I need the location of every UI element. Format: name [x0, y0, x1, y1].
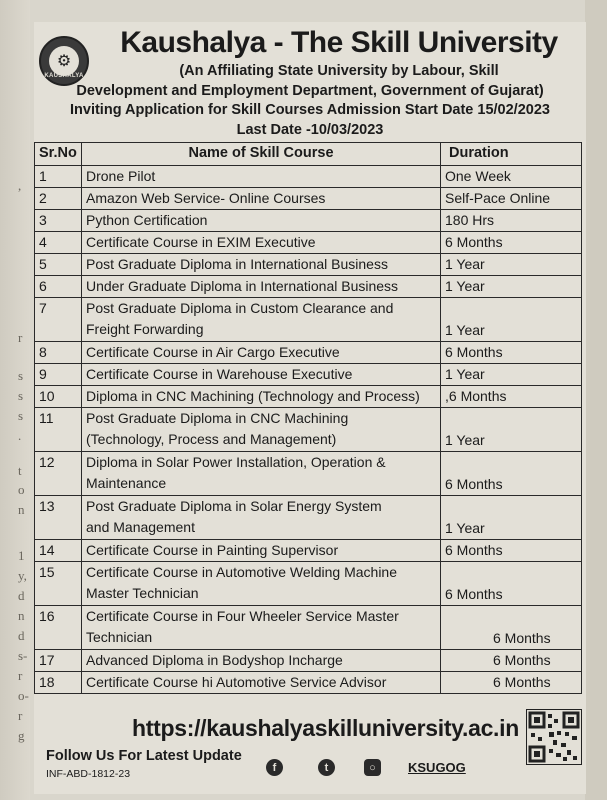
qr-code-icon — [526, 709, 582, 765]
margin-char: n — [18, 608, 25, 623]
course-name: Amazon Web Service- Online Courses — [82, 188, 441, 210]
row-number: 9 — [35, 364, 82, 386]
course-duration: 6 Months — [441, 342, 582, 364]
margin-char: t — [18, 463, 22, 478]
course-name-line-1: Certificate Course in Automotive Welding Machine — [86, 564, 398, 580]
margin-char: 1 — [18, 548, 25, 563]
table-row — [35, 452, 582, 496]
logo-label: KAUSHALYA — [44, 73, 84, 79]
course-name: Certificate Course in Painting Supervisor — [82, 540, 441, 562]
course-duration: 1 Year — [441, 496, 582, 540]
emblem-icon: ⚙ — [49, 46, 79, 76]
table-row — [35, 650, 582, 672]
course-name: Diploma in CNC Machining (Technology and Process) — [82, 386, 441, 408]
admission-notice: Inviting Application for Skill Courses Admission Start Date 15/02/2023 — [70, 102, 550, 118]
row-number: 3 — [35, 210, 82, 232]
row-number: 11 — [35, 408, 82, 452]
course-name — [82, 298, 441, 342]
course-name-line-1: Post Graduate Diploma in Solar Energy System — [86, 498, 382, 514]
course-name: Certificate Course hi Automotive Service Advisor — [82, 672, 441, 694]
row-number: 12 — [35, 452, 82, 496]
course-name: Certificate Course in Air Cargo Executive — [82, 342, 441, 364]
row-number: 2 — [35, 188, 82, 210]
margin-char: s — [18, 388, 24, 403]
row-number: 4 — [35, 232, 82, 254]
course-name: Certificate Course in Warehouse Executive — [82, 364, 441, 386]
course-duration: 180 Hrs — [441, 210, 582, 232]
course-name: Drone Pilot — [82, 166, 441, 188]
margin-char: n — [18, 502, 25, 517]
ad-code: INF-ABD-1812-23 — [46, 768, 131, 780]
margin-char: , — [18, 178, 22, 193]
table-row — [35, 232, 582, 254]
course-duration: 1 Year — [441, 254, 582, 276]
course-duration: 6 Months — [441, 232, 582, 254]
table-row — [35, 386, 582, 408]
margin-char: d — [18, 628, 25, 643]
affiliation-line-1: (An Affiliating State University by Labour, Skill — [179, 63, 499, 79]
row-number: 1 — [35, 166, 82, 188]
table-row — [35, 562, 582, 606]
course-duration: ,6 Months — [441, 386, 582, 408]
twitter-icon: t — [318, 759, 335, 776]
last-date: Last Date -10/03/2023 — [236, 122, 384, 138]
margin-char: s — [18, 368, 24, 383]
adjacent-column-edge — [0, 0, 30, 800]
header-duration: Duration — [441, 143, 582, 166]
course-duration: 6 Months — [441, 452, 582, 496]
margin-char: s- — [18, 648, 28, 663]
row-number: 6 — [35, 276, 82, 298]
course-name-line-2: Maintenance — [86, 475, 167, 491]
facebook-icon: f — [266, 759, 283, 776]
table-row — [35, 496, 582, 540]
row-number: 13 — [35, 496, 82, 540]
header-srno: Sr.No — [35, 143, 82, 166]
table-row — [35, 672, 582, 694]
course-duration: Self-Pace Online — [441, 188, 582, 210]
course-duration: 6 Months — [441, 540, 582, 562]
course-duration: 1 Year — [441, 364, 582, 386]
course-name-line-2: Freight Forwarding — [86, 321, 204, 337]
table-row — [35, 408, 582, 452]
follow-text: Follow Us For Latest Update — [46, 748, 242, 764]
courses-table — [34, 142, 582, 694]
course-name: Under Graduate Diploma in International Business — [82, 276, 441, 298]
university-title: Kaushalya - The Skill University — [120, 26, 558, 59]
course-duration: 6 Months — [441, 650, 582, 672]
table-row — [35, 166, 582, 188]
margin-char: r — [18, 708, 23, 723]
table-row — [35, 188, 582, 210]
table-row — [35, 298, 582, 342]
margin-char: y, — [18, 568, 27, 583]
table-row — [35, 342, 582, 364]
course-name-line-2: Technician — [86, 629, 153, 645]
row-number: 17 — [35, 650, 82, 672]
margin-char: o — [18, 482, 25, 497]
course-duration: One Week — [441, 166, 582, 188]
course-name-line-1: Post Graduate Diploma in Custom Clearance and — [86, 300, 394, 316]
advertisement — [34, 22, 586, 794]
row-number: 18 — [35, 672, 82, 694]
course-name-line-2: and Management — [86, 519, 195, 535]
margin-char: o- — [18, 688, 29, 703]
margin-char: s — [18, 408, 24, 423]
course-name — [82, 452, 441, 496]
course-name-line-1: Certificate Course in Four Wheeler Service Master — [86, 608, 399, 624]
course-duration: 1 Year — [441, 276, 582, 298]
row-number: 15 — [35, 562, 82, 606]
course-name: Python Certification — [82, 210, 441, 232]
course-duration: 1 Year — [441, 408, 582, 452]
course-duration: 1 Year — [441, 298, 582, 342]
row-number: 5 — [35, 254, 82, 276]
table-row — [35, 606, 582, 650]
row-number: 14 — [35, 540, 82, 562]
university-logo — [39, 36, 89, 86]
instagram-icon: ○ — [364, 759, 381, 776]
course-name — [82, 496, 441, 540]
margin-char: d — [18, 588, 25, 603]
course-name: Post Graduate Diploma in International Business — [82, 254, 441, 276]
margin-char: r — [18, 668, 23, 683]
course-name-line-2: Master Technician — [86, 585, 199, 601]
row-number: 16 — [35, 606, 82, 650]
course-name — [82, 606, 441, 650]
course-duration: 6 Months — [441, 562, 582, 606]
right-page-edge — [585, 0, 607, 800]
table-row — [35, 210, 582, 232]
course-name: Advanced Diploma in Bodyshop Incharge — [82, 650, 441, 672]
course-name-line-1: Post Graduate Diploma in CNC Machining — [86, 410, 349, 426]
margin-char: . — [18, 428, 22, 443]
margin-char: g — [18, 728, 25, 743]
table-header-row — [35, 143, 582, 166]
course-name — [82, 562, 441, 606]
table-row — [35, 254, 582, 276]
row-number: 10 — [35, 386, 82, 408]
course-name — [82, 408, 441, 452]
social-handle: KSUGOG — [408, 760, 466, 775]
row-number: 7 — [35, 298, 82, 342]
table-row — [35, 276, 582, 298]
affiliation-line-2: Development and Employment Department, Government of Gujarat) — [76, 83, 544, 99]
website-url[interactable]: https://kaushalyaskilluniversity.ac.in — [132, 715, 519, 741]
course-duration: 6 Months — [441, 672, 582, 694]
course-name-line-2: (Technology, Process and Management) — [86, 431, 337, 447]
margin-char: r — [18, 330, 23, 345]
course-name: Certificate Course in EXIM Executive — [82, 232, 441, 254]
row-number: 8 — [35, 342, 82, 364]
table-row — [35, 540, 582, 562]
course-duration: 6 Months — [441, 606, 582, 650]
table-row — [35, 364, 582, 386]
course-name-line-1: Diploma in Solar Power Installation, Operation & — [86, 454, 386, 470]
header-course-name: Name of Skill Course — [82, 143, 441, 166]
